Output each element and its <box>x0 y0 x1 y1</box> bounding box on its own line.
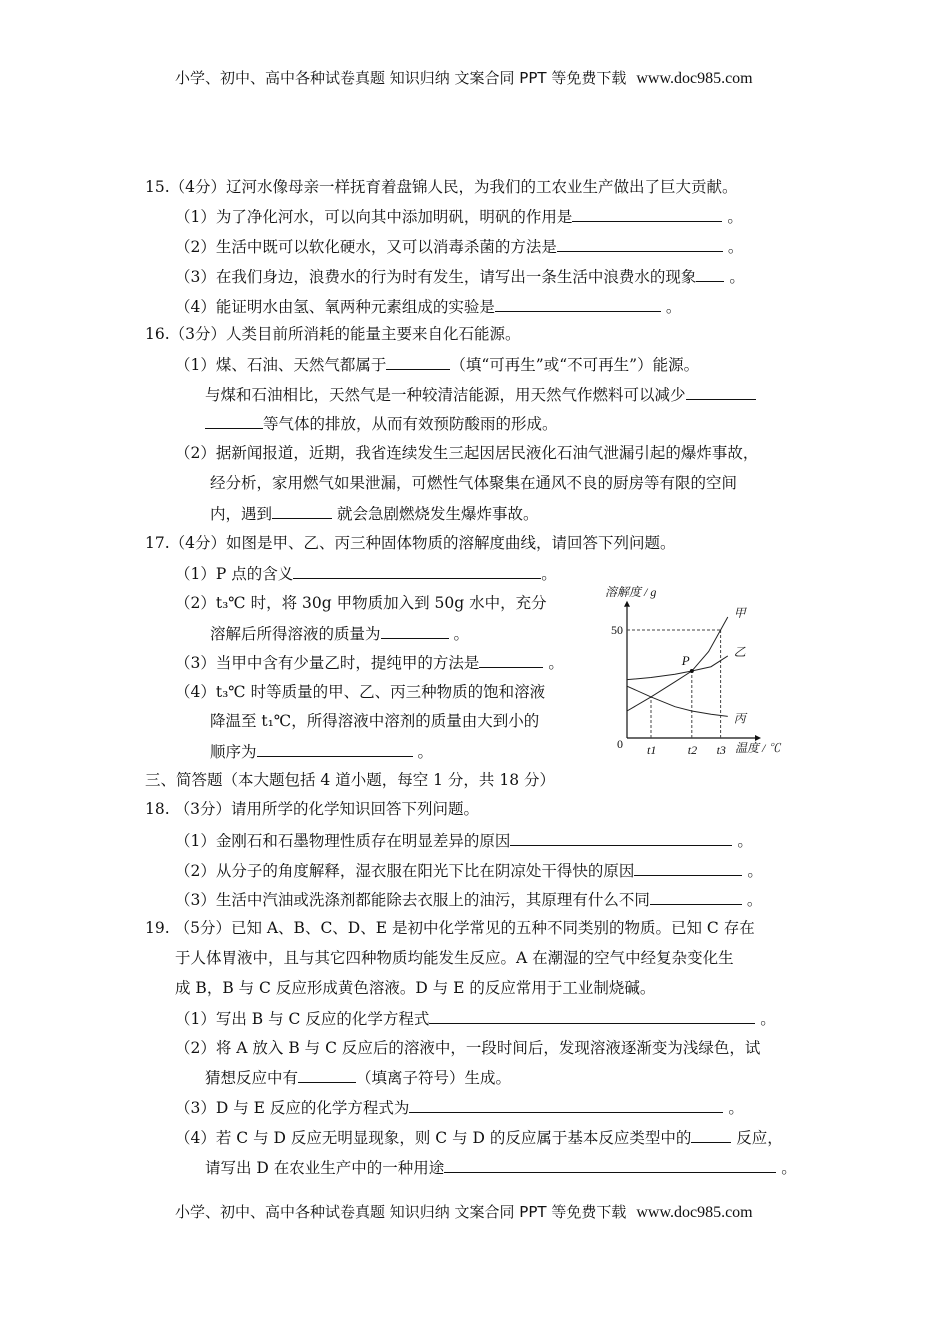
series-label-0: 甲 <box>733 606 746 621</box>
answer-blank[interactable] <box>293 563 541 579</box>
q16-1-text: （1）煤、石油、天然气都属于 <box>175 356 387 374</box>
q19-3-text: （3）D 与 E 反应的化学方程式为 <box>175 1099 410 1117</box>
q16-stem: 16.（3分）人类目前所消耗的能量主要来自化石能源。 <box>145 325 521 343</box>
y-axis-label: 溶解度 / g <box>605 585 657 599</box>
q18-stem: 18. （3分）请用所学的化学知识回答下列问题。 <box>145 800 479 818</box>
section-3-title: 三、简答题（本大题包括 4 道小题，每空 1 分，共 18 分） <box>145 771 556 789</box>
q19-stem: 19. （5分）已知 A、B、C、D、E 是初中化学常见的五种不同类别的物质。已知 C 存在 <box>145 919 755 937</box>
q19-2: （2）将 A 放入 B 与 C 反应后的溶液中，一段时间后，发现溶液逐渐变为浅绿色，试 <box>175 1039 761 1057</box>
q19-4 <box>175 1127 783 1148</box>
q18-3-text: （3）生活中汽油或洗涤剂都能除去衣服上的油污，其原理有什么不同 <box>175 891 650 909</box>
period: 。 <box>729 268 745 286</box>
q15-4 <box>175 296 681 317</box>
q16-1-cont <box>205 384 756 405</box>
q19-1-text: （1）写出 B 与 C 反应的化学方程式 <box>175 1010 430 1028</box>
q17-2-cont <box>210 623 469 644</box>
q16-1-text-d: 等气体的排放，从而有效预防酸雨的形成。 <box>263 415 558 433</box>
footer-url: www.doc985.com <box>636 1204 753 1221</box>
period: 。 <box>727 208 743 226</box>
answer-blank[interactable] <box>691 1127 731 1143</box>
answer-blank[interactable] <box>409 1097 723 1113</box>
q19-2-cont <box>205 1067 511 1088</box>
answer-blank[interactable] <box>686 384 756 400</box>
y-axis-arrow <box>624 601 630 607</box>
q16-2-text: 内，遇到 <box>210 505 273 523</box>
q19-line3: 成 B，B 与 C 反应形成黄色溶液。D 与 E 的反应常用于工业制烧碱。 <box>175 979 656 997</box>
answer-blank[interactable] <box>650 889 742 905</box>
header-text: 小学、初中、高中各种试卷真题 知识归纳 文案合同 PPT 等免费下载 <box>175 69 627 87</box>
q16-2-text-b: 就会急剧燃烧发生爆炸事故。 <box>332 505 539 523</box>
origin-label: 0 <box>617 737 623 751</box>
answer-blank[interactable] <box>272 503 332 519</box>
q18-2 <box>175 860 763 881</box>
q17-3 <box>175 652 564 673</box>
period: 。 <box>417 743 433 761</box>
q15-1-text: （1）为了净化河水，可以向其中添加明矾，明矾的作用是 <box>175 208 573 226</box>
q18-2-text: （2）从分子的角度解释，湿衣服在阳光下比在阴凉处干得快的原因 <box>175 862 635 880</box>
q16-1-cont2 <box>205 413 558 434</box>
q16-1-text-c: 与煤和石油相比，天然气是一种较清洁能源，用天然气作燃料可以减少 <box>205 386 686 404</box>
q15-3-text: （3）在我们身边，浪费水的行为时有发生，请写出一条生活中浪费水的现象 <box>175 268 697 286</box>
answer-blank[interactable] <box>572 206 722 222</box>
q17-4-cont2 <box>210 741 433 762</box>
q19-3 <box>175 1097 744 1118</box>
answer-blank[interactable] <box>429 1008 755 1024</box>
x-tick-t2: t2 <box>687 743 698 757</box>
answer-blank[interactable] <box>205 413 263 429</box>
footer-text: 小学、初中、高中各种试卷真题 知识归纳 文案合同 PPT 等免费下载 <box>175 1203 627 1221</box>
answer-blank[interactable] <box>386 354 450 370</box>
answer-blank[interactable] <box>444 1157 776 1173</box>
q19-2-text-b: （填离子符号）生成。 <box>356 1069 512 1087</box>
answer-blank[interactable] <box>479 652 543 668</box>
series-label-1: 乙 <box>733 644 746 659</box>
answer-blank[interactable] <box>557 236 723 252</box>
series-line-0 <box>627 617 728 711</box>
q19-2-text: 猜想反应中有 <box>205 1069 299 1087</box>
series-line-2 <box>627 686 728 716</box>
q15-2-text: （2）生活中既可以软化硬水，又可以消毒杀菌的方法是 <box>175 238 557 256</box>
point-p-label: P <box>681 653 690 669</box>
q16-2: （2）据新闻报道，近期，我省连续发生三起因居民液化石油气泄漏引起的爆炸事故， <box>175 444 759 462</box>
q17-4-text: 顺序为 <box>210 743 257 761</box>
q17-2-text: 溶解后所得溶液的质量为 <box>210 625 381 643</box>
q16-2-cont: 经分析，家用燃气如果泄漏，可燃性气体聚集在通风不良的厨房等有限的空间 <box>210 474 738 492</box>
answer-blank[interactable] <box>495 296 661 312</box>
q18-3 <box>175 889 762 910</box>
q16-1 <box>175 354 699 375</box>
series-label-2: 丙 <box>733 711 746 726</box>
q17-stem: 17.（4分）如图是甲、乙、丙三种固体物质的溶解度曲线，请回答下列问题。 <box>145 534 676 552</box>
period: 。 <box>760 1010 776 1028</box>
period: 。 <box>747 862 763 880</box>
q19-4-text: （4）若 C 与 D 反应无明显现象，则 C 与 D 的反应属于基本反应类型中的 <box>175 1129 692 1147</box>
q19-1 <box>175 1008 776 1029</box>
period: 。 <box>453 625 469 643</box>
period: 。 <box>781 1159 797 1177</box>
answer-blank[interactable] <box>510 830 732 846</box>
q17-3-text: （3）当甲中含有少量乙时，提纯甲的方法是 <box>175 654 480 672</box>
period: 。 <box>727 238 744 256</box>
q15-2 <box>175 236 743 257</box>
q15-stem: 15.（4分）辽河水像母亲一样抚育着盘锦人民，为我们的工农业生产做出了巨大贡献。 <box>145 178 738 196</box>
q19-4-text-b: 反应， <box>731 1129 783 1147</box>
q16-2-cont2 <box>210 503 538 524</box>
answer-blank[interactable] <box>298 1067 356 1083</box>
period: 。 <box>746 891 763 909</box>
x-axis-label: 温度 / ℃ <box>735 741 781 755</box>
period: 。 <box>665 298 682 316</box>
answer-blank[interactable] <box>257 741 413 757</box>
x-tick-t1: t1 <box>647 743 657 757</box>
period: 。 <box>728 1099 744 1117</box>
answer-blank[interactable] <box>381 623 449 639</box>
q15-4-text: （4）能证明水由氢、氧两种元素组成的实验是 <box>175 298 495 316</box>
q18-1 <box>175 830 753 851</box>
period: 。 <box>737 832 753 850</box>
q19-line2: 于人体胃液中，且与其它四种物质均能发生反应。A 在潮湿的空气中经复杂变化生 <box>175 949 734 967</box>
period: 。 <box>548 654 564 672</box>
page-footer <box>175 1202 753 1223</box>
point-p <box>690 669 694 673</box>
q17-2: （2）t₃℃ 时，将 30g 甲物质加入到 50g 水中，充分 <box>175 594 547 612</box>
page-header <box>175 68 753 89</box>
q17-1-text: （1）P 点的含义 <box>175 565 294 583</box>
x-tick-t3: t3 <box>716 743 726 757</box>
answer-blank[interactable] <box>696 266 724 282</box>
q15-3 <box>175 266 745 287</box>
period: 。 <box>541 565 557 583</box>
q16-1-text-b: （填“可再生”或“不可再生”）能源。 <box>450 356 700 374</box>
q15-1 <box>175 206 743 227</box>
answer-blank[interactable] <box>634 860 742 876</box>
q17-4: （4）t₃℃ 时等质量的甲、乙、丙三种物质的饱和溶液 <box>175 683 546 701</box>
solubility-chart <box>595 580 795 760</box>
header-url: www.doc985.com <box>636 70 753 87</box>
y-tick-50: 50 <box>611 623 623 637</box>
series-line-1 <box>627 656 728 680</box>
q19-4-text-c: 请写出 D 在农业生产中的一种用途 <box>205 1159 445 1177</box>
q18-1-text: （1）金刚石和石墨物理性质存在明显差异的原因 <box>175 832 511 850</box>
q19-4-cont <box>205 1157 797 1178</box>
q17-1 <box>175 563 557 584</box>
q17-4-cont: 降温至 t₁℃，所得溶液中溶剂的质量由大到小的 <box>210 712 540 730</box>
